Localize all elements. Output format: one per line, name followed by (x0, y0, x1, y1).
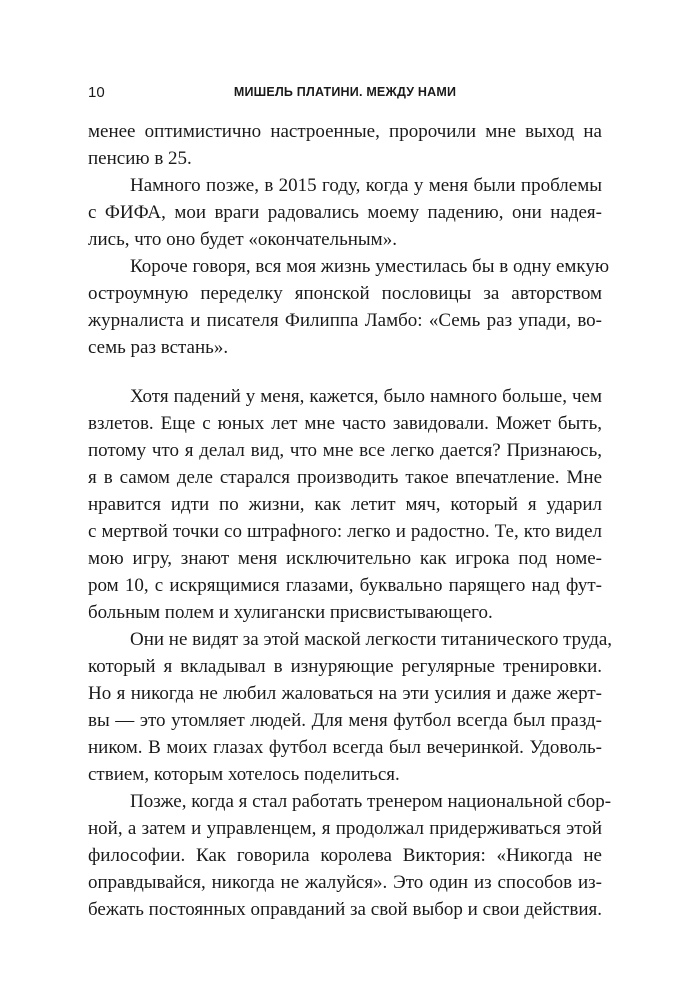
text-line: с мертвой точки со штрафного: легко и радостно. Те, кто видел (88, 521, 602, 542)
text-line: с ФИФА, мои враги радовались моему падению, они надея- (88, 202, 602, 223)
running-title: МИШЕЛЬ ПЛАТИНИ. МЕЖДУ НАМИ (233, 85, 457, 99)
text-line: ной, а затем и управленцем, я продолжал придерживаться этой (88, 818, 602, 839)
text-line: менее оптимистично настроенные, пророчили мне выход на (88, 121, 602, 142)
text-line: Короче говоря, вся моя жизнь уместилась бы в одну емкую (130, 256, 610, 277)
text-line: больным полем и хулигански присвистывающего. (88, 602, 493, 623)
text-line: ром 10, с искрящимися глазами, буквально парящего над фут- (88, 575, 602, 596)
text-line: остроумную переделку японской пословицы за авторством (88, 283, 602, 304)
text-line: бежать постоянных оправданий за свой выбор и свои действия. (88, 899, 602, 920)
text-line: Намного позже, в 2015 году, когда у меня были проблемы (130, 175, 602, 196)
text-line: лись, что оно будет «окончательным». (88, 229, 397, 250)
text-line: ником. В моих глазах футбол всегда был вечеринкой. Удоволь- (88, 737, 602, 758)
text-line: философии. Как говорила королева Виктория: «Никогда не (88, 845, 602, 866)
text-line: я в самом деле старался производить такое впечатление. Мне (88, 467, 602, 488)
text-line: пенсию в 25. (88, 148, 192, 169)
text-line: взлетов. Еще с юных лет мне часто завидовали. Может быть, (88, 413, 602, 434)
text-line: Но я никогда не любил жаловаться на эти усилия и даже жерт- (88, 683, 602, 704)
page-header (88, 84, 602, 104)
text-line: ствием, которым хотелось поделиться. (88, 764, 400, 785)
text-line: потому что я делал вид, что мне все легко дается? Признаюсь, (88, 440, 602, 461)
text-line: Хотя падений у меня, кажется, было намного больше, чем (130, 386, 602, 407)
text-line: мою игру, знают меня исключительно как игрока под номе- (88, 548, 602, 569)
text-line: журналиста и писателя Филиппа Ламбо: «Семь раз упади, во- (88, 310, 602, 331)
text-line: Позже, когда я стал работать тренером национальной сбор- (130, 791, 612, 812)
page-number: 10 (88, 84, 105, 101)
text-line: семь раз встань». (88, 337, 229, 358)
text-line: оправдывайся, никогда не жалуйся». Это один из способов из- (88, 872, 602, 893)
text-line: Они не видят за этой маской легкости титанического труда, (130, 629, 613, 650)
text-line: который я вкладывал в изнуряющие регулярные тренировки. (88, 656, 602, 677)
text-line: вы — это утомляет людей. Для меня футбол всегда был празд- (88, 710, 602, 731)
text-line: нравится идти по жизни, как летит мяч, который я ударил (88, 494, 602, 515)
